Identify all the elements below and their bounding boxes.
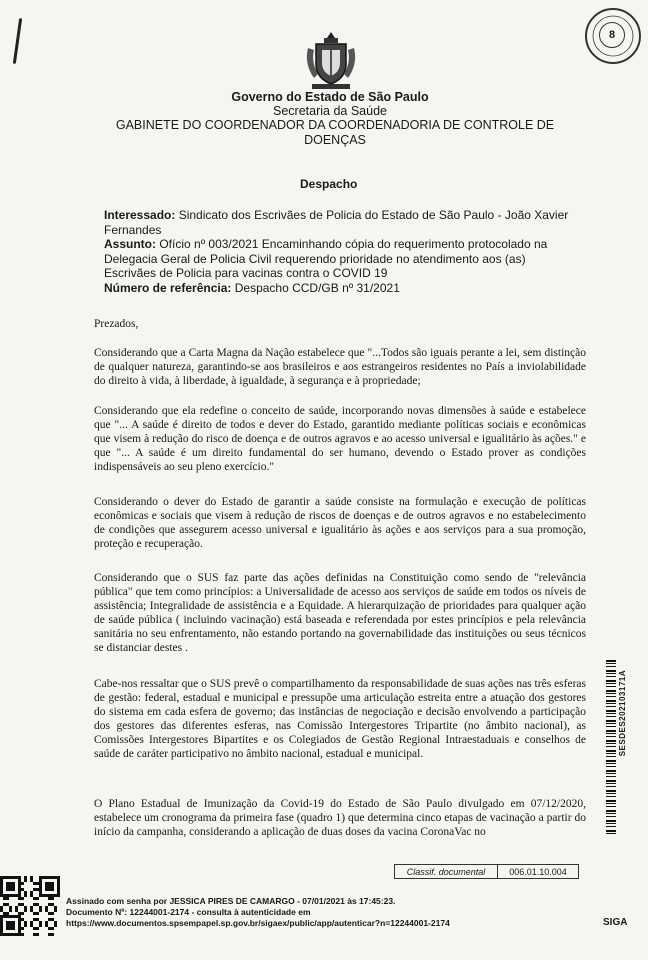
protocol-stamp <box>585 8 641 64</box>
header-government: Governo do Estado de São Paulo <box>231 90 429 104</box>
authentication-url[interactable]: https://www.documentos.spsempapel.sp.gov.br/sigaex/public/app/autenticar?n=12244001-2174 <box>66 918 450 928</box>
paragraph-3: Considerando o dever do Estado de garantir a saúde consiste na formulação e execução de políticas econômicas e sociais que visem à redução de riscos de doenças e de outros agravos e no estabelecimento de condições que assegurem acesso universal e igualitário às ações e aos serviços para a sua promoção, proteção e recuperação. <box>94 496 586 550</box>
signature-footer <box>66 896 450 929</box>
document-metadata <box>104 208 574 295</box>
paragraph-4: Considerando que o SUS faz parte das ações definidas na Constituição como sendo de "relevância pública" que tem como princípios: a Universalidade de acesso aos serviços de saúde em todos os níveis de assistência; Integralidade de assistência e a Equidade. A hierarquização de prioridades para qualquer ação de saúde pública ( incluindo vacinação) está baseada e referendada por estes princípios e pela relevância sanitária no seu enfrentamento, não estando portando na governabilidade das instituições ou seus técnicos se distanciar destes . <box>94 572 586 654</box>
siga-logo: SIGA <box>603 917 628 928</box>
paragraph-5: Cabe-nos ressaltar que o SUS prevê o compartilhamento da responsabilidade de suas ações nas três esferas de gestão: federal, estadual e municipal e pressupõe uma articulação estreita entre a atuação dos gestores do sistema em cada esfera de governo; das instâncias de negociação e decisão envolvendo a participação dos gestores das diferentes esferas, nas Comissão Intergestores Tripartite (no âmbito nacional), as Comissões Intergestores Bipartites e os Colegiados de Gestão Regional Intraestaduais e conselhos de saúde de caráter participativo no âmbito nacional, estadual e municipal. <box>94 678 586 760</box>
sao-paulo-coat-of-arms-icon <box>302 30 360 92</box>
classification-box <box>394 864 579 879</box>
classification-value: 006.01.10.004 <box>509 866 567 877</box>
assunto-label: Assunto: <box>104 237 156 251</box>
signature-line: Assinado com senha por JESSICA PIRES DE CAMARGO - 07/01/2021 às 17:45:23. <box>66 896 396 906</box>
referencia-label: Número de referência: <box>104 280 232 295</box>
interessado-label: Interessado: <box>104 208 176 222</box>
greeting: Prezados, <box>94 318 139 330</box>
stamp-number: 8 <box>599 22 625 48</box>
document-title: Despacho <box>300 177 358 191</box>
paragraph-6: O Plano Estadual de Imunização da Covid-19 do Estado de São Paulo divulgado em 07/12/2020, estabelece um cronograma da primeira fase (quadro 1) que determina cinco etapas de vacinação a partir do início da campanha, considerando a aplicação de duas doses da vacina CoronaVac no <box>94 798 586 838</box>
paragraph-1: Considerando que a Carta Magna da Nação estabelece que "...Todos são iguais perante a lei, sem distinção de qualquer natureza, garantindo-se aos brasileiros e aos estrangeiros residentes no País a inviolabilidade do direito à vida, à liberdade, à igualdade, à segurança e à propriedade; <box>94 347 586 387</box>
referencia-value: Despacho CCD/GB nº 31/2021 <box>234 280 400 295</box>
header-office: GABINETE DO COORDENADOR DA COORDENADORIA DE CONTROLE DE DOENÇAS <box>115 118 555 147</box>
classification-label: Classif. documental <box>395 865 498 878</box>
header-secretariat: Secretaria da Saúde <box>273 104 387 118</box>
paragraph-2: Considerando que ela redefine o conceito de saúde, incorporando novas dimensões à saúde e estabelece que "... A saúde é direito de todos e dever do Estado, garantido mediante políticas sociais e econômicas que visem à redução do risco de doença e de outros agravos e ao acesso universal e igualitário às ações." e que "... A saúde é um direito fundamental do ser humano, devendo o Estado prover as condições indispensáveis ao seu pleno exercício." <box>94 405 586 473</box>
assunto-value: Ofício nº 003/2021 Encaminhando cópia do requerimento protocolado na Delegacia Geral de Policia Civil requerendo prioridade no atendimento aos (as) Escrivães de Policia para vacinas contra o COVID 19 <box>104 237 548 280</box>
document-number-line: Documento Nº: 12244001-2174 - consulta à autenticidade em <box>66 907 311 917</box>
qr-code-icon <box>0 876 60 936</box>
pen-mark <box>13 18 22 64</box>
barcode-text: SESDES202103171A <box>618 670 627 757</box>
interessado-value: Sindicato dos Escrivães de Policia do Estado de São Paulo - João Xavier Fernandes <box>104 208 569 237</box>
